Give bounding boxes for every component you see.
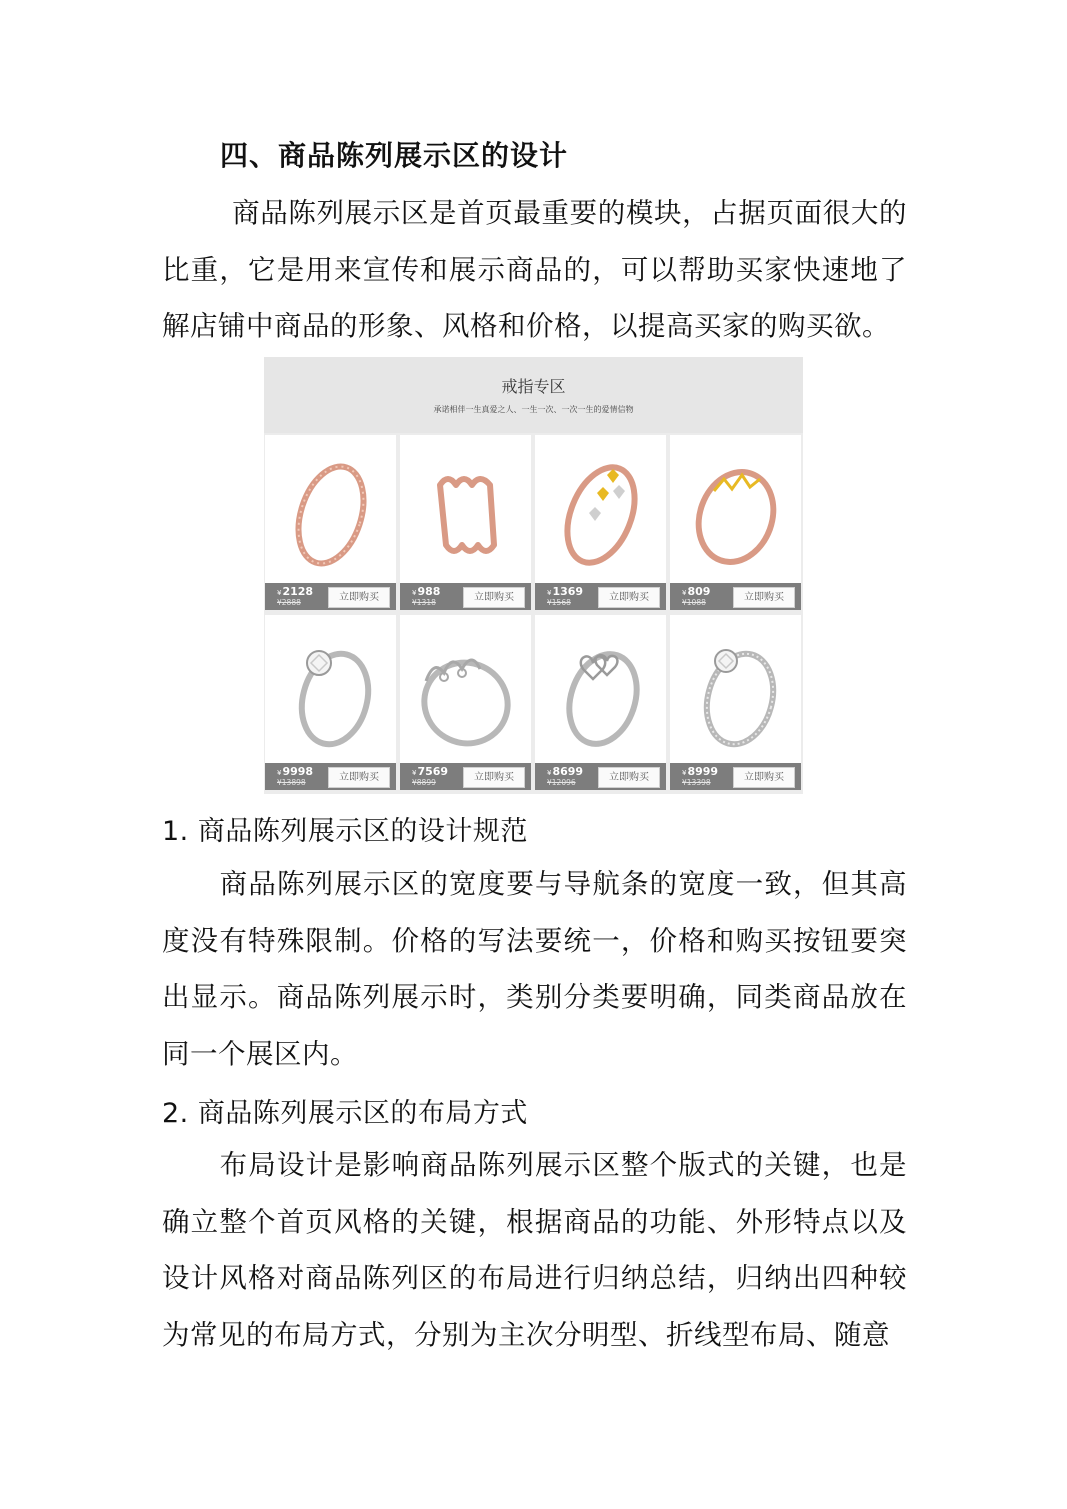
price-bar (670, 763, 801, 790)
ring-icon (265, 615, 396, 760)
product-card (670, 435, 801, 610)
product-card (400, 435, 531, 610)
original-price: ¥1088 (682, 598, 706, 607)
original-price: ¥2888 (277, 598, 301, 607)
original-price: ¥13398 (682, 778, 711, 787)
ring-icon (670, 435, 801, 580)
product-card (400, 615, 531, 790)
intro-paragraph (162, 185, 907, 355)
ring-icon (670, 615, 801, 760)
price-bar (400, 763, 531, 790)
original-price: ¥13898 (277, 778, 306, 787)
product-card (265, 435, 396, 610)
buy-now-button[interactable]: 立即购买 (598, 587, 660, 608)
product-card (670, 615, 801, 790)
ring-showcase-image (264, 357, 803, 794)
price: ¥809 (682, 585, 711, 598)
buy-now-button[interactable]: 立即购买 (328, 587, 390, 608)
showcase-subtitle: 承诺相伴一生真爱之人、一生一次、一次一生的爱情信物 (433, 405, 634, 414)
product-card (265, 615, 396, 790)
buy-now-button[interactable]: 立即购买 (463, 767, 525, 788)
buy-now-button[interactable]: 立即购买 (463, 587, 525, 608)
buy-now-button[interactable]: 立即购买 (598, 767, 660, 788)
intro-text: 商品陈列展示区是首页最重要的模块，占据页面很大的比重，它是用来宣传和展示商品的，可以帮助买家快速地了解店铺中商品的形象、风格和价格，以提高买家的购买欲。 (162, 197, 907, 342)
price-bar (400, 583, 531, 610)
price-bar (265, 763, 396, 790)
ring-icon (535, 435, 666, 580)
ring-icon (400, 615, 531, 760)
price: ¥7569 (412, 765, 449, 778)
price: ¥2128 (277, 585, 314, 598)
product-card (535, 435, 666, 610)
price-bar (535, 763, 666, 790)
price: ¥988 (412, 585, 441, 598)
ring-icon (535, 615, 666, 760)
price-bar (670, 583, 801, 610)
buy-now-button[interactable]: 立即购买 (733, 587, 795, 608)
price: ¥8699 (547, 765, 584, 778)
subsection-1-title: 1. 商品陈列展示区的设计规范 (162, 816, 528, 847)
ring-icon (400, 435, 531, 580)
product-grid (264, 434, 803, 794)
buy-now-button[interactable]: 立即购买 (733, 767, 795, 788)
product-card (535, 615, 666, 790)
showcase-header (264, 357, 803, 433)
original-price: ¥1568 (547, 598, 571, 607)
showcase-title: 戒指专区 (501, 377, 566, 396)
ring-icon (265, 435, 396, 580)
subsection-2-text: 布局设计是影响商品陈列展示区整个版式的关键，也是确立整个首页风格的关键，根据商品的功能、外形特点以及设计风格对商品陈列区的布局进行归纳总结，归纳出四种较为常见的布局方式，分别为主次分明型、折线型布局、随意 (162, 1149, 907, 1351)
original-price: ¥1318 (412, 598, 436, 607)
subsection-1-paragraph (162, 856, 907, 1082)
price: ¥1369 (547, 585, 584, 598)
subsection-2-title: 2. 商品陈列展示区的布局方式 (162, 1098, 528, 1129)
original-price: ¥8899 (412, 778, 436, 787)
section-heading: 四、商品陈列展示区的设计 (220, 139, 569, 172)
price: ¥8999 (682, 765, 719, 778)
price: ¥9998 (277, 765, 314, 778)
price-bar (265, 583, 396, 610)
buy-now-button[interactable]: 立即购买 (328, 767, 390, 788)
subsection-2-paragraph (162, 1137, 907, 1363)
original-price: ¥12096 (547, 778, 576, 787)
subsection-1-text: 商品陈列展示区的宽度要与导航条的宽度一致，但其高度没有特殊限制。价格的写法要统一，价格和购买按钮要突出显示。商品陈列展示时，类别分类要明确，同类商品放在同一个展区内。 (162, 868, 907, 1070)
price-bar (535, 583, 666, 610)
